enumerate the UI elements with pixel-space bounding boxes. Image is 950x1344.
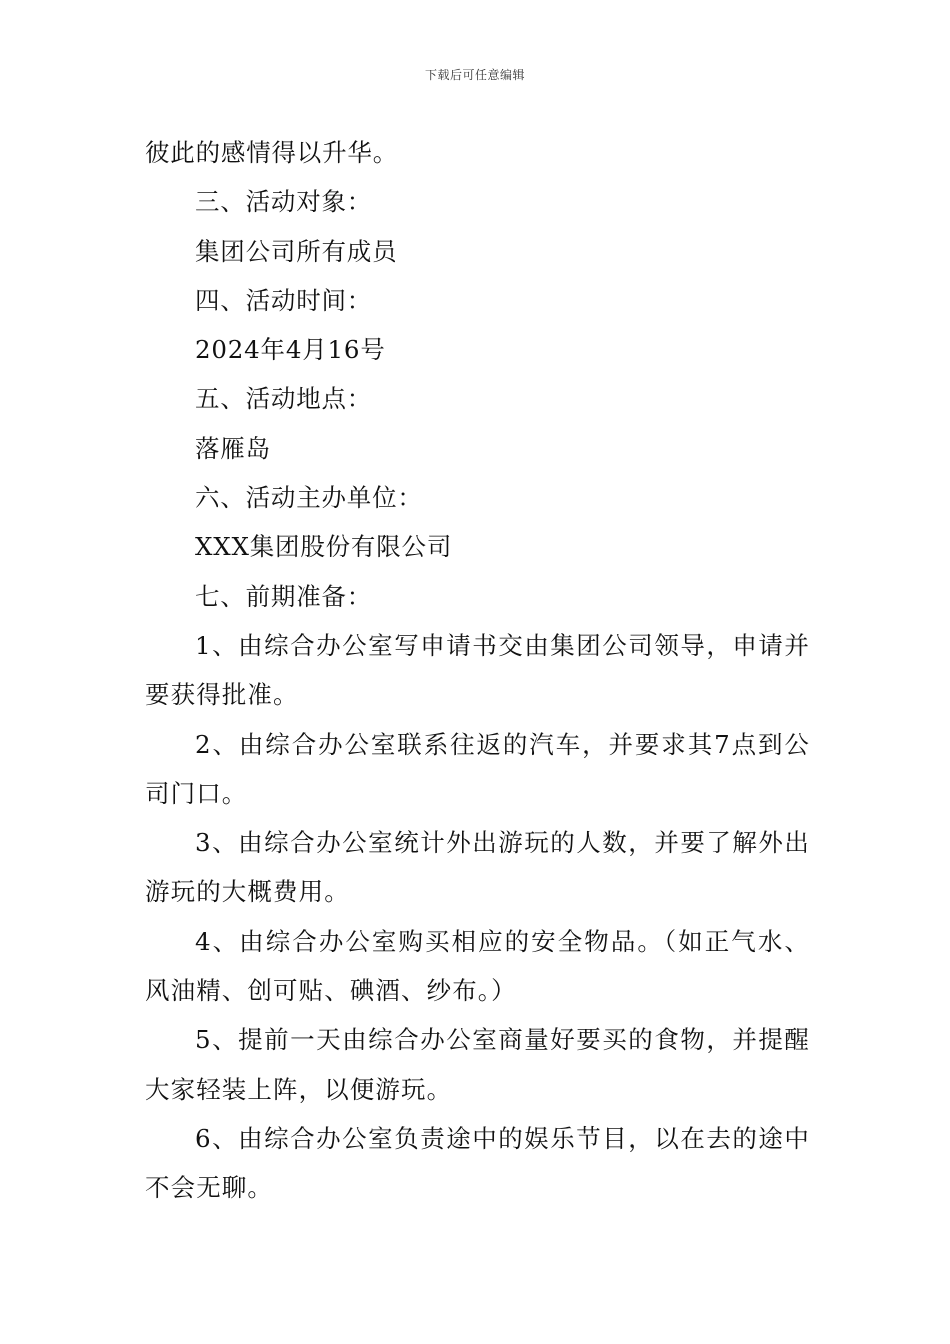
section-7-heading: 七、前期准备： (195, 581, 373, 611)
preparation-item: 4、由综合办公室购买相应的安全物品。（如正气水、风油精、创可贴、碘酒、纱布。） (145, 926, 810, 1006)
section-4-heading: 四、活动时间： (195, 285, 373, 315)
preparation-item: 3、由综合办公室统计外出游玩的人数，并要了解外出游玩的大概费用。 (145, 828, 810, 907)
section-6-heading: 六、活动主办单位： (195, 483, 423, 513)
preparation-item: 2、由综合办公室联系往返的汽车，并要求其7点到公司门口。 (145, 729, 810, 808)
section-4-value: 2024年4月16号 (195, 335, 386, 365)
section-6-value: XXX集团股份有限公司 (195, 532, 453, 562)
document-body (145, 128, 810, 1213)
page-header: 下载后可任意编辑 (424, 68, 525, 82)
section-3-heading: 三、活动对象： (195, 187, 373, 217)
section-5-value: 落雁岛 (195, 433, 271, 463)
preparation-item: 5、提前一天由综合办公室商量好要买的食物，并提醒大家轻装上阵，以便游玩。 (145, 1025, 810, 1104)
section-3-value: 集团公司所有成员 (195, 236, 398, 266)
preparation-item: 1、由综合办公室写申请书交由集团公司领导，申请并要获得批准。 (145, 630, 810, 710)
section-5-heading: 五、活动地点： (195, 384, 373, 414)
continuation-paragraph: 彼此的感情得以升华。 (145, 138, 398, 167)
preparation-item: 6、由综合办公室负责途中的娱乐节目，以在去的途中不会无聊。 (145, 1123, 810, 1203)
